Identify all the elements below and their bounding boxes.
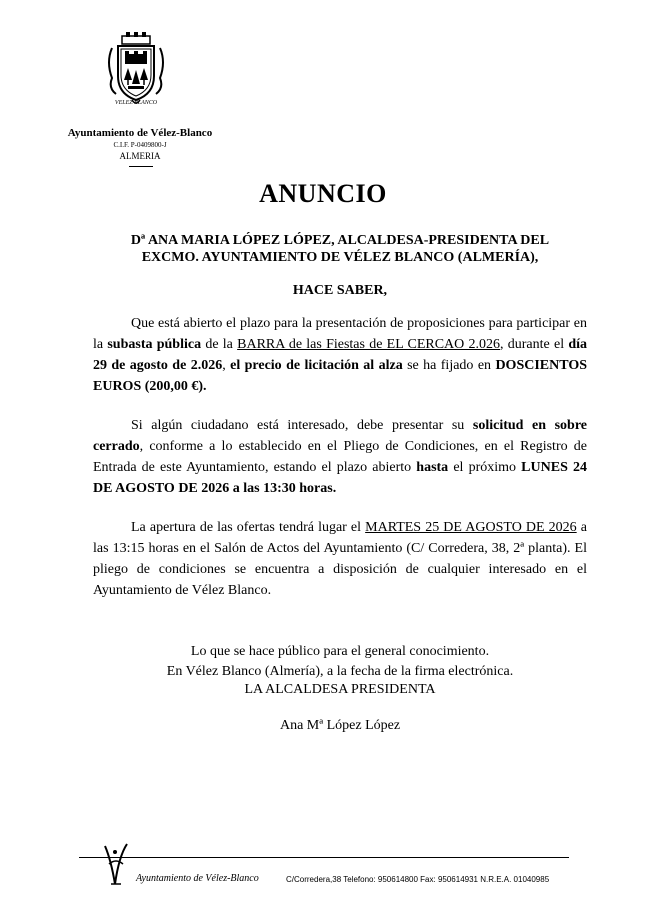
barra-title: BARRA de las Fiestas de EL CERCAO 2.026 bbox=[237, 337, 501, 352]
signer-name: Ana Mª López López bbox=[279, 718, 401, 733]
crest-motto: VELEZ BLANCO bbox=[114, 100, 158, 106]
footer-contact-info: C/Corredera,38 Telefono: 950614800 Fax: 950614931 N.R.E.A. 01040985 bbox=[286, 875, 550, 884]
issuer-line-1: Dª ANA MARIA LÓPEZ LÓPEZ, ALCALDESA-PRESIDENTA DEL bbox=[130, 233, 550, 248]
paragraph-plazo: Que está abierto el plazo para la presentación de proposiciones para participar en la subasta pública de la BARRA de las Fiestas de EL CERCAO 2.026, durante el día 29 de agosto de 2.026, el precio de licitación al alza se ha fijado en DOSCIENTOS EUROS (200,00 €). bbox=[93, 316, 588, 394]
footer-divider bbox=[79, 857, 569, 858]
apertura-date: MARTES 25 DE AGOSTO DE 2026 bbox=[365, 520, 577, 535]
paragraph-apertura: La apertura de las ofertas tendrá lugar el MARTES 25 DE AGOSTO DE 2026 a las 13:15 horas en el Salón de Actos del Ayuntamiento (C/ Corredera, 38, 2ª planta). El pliego de condiciones se encuentra a disposición de cualquier interesado en el Ayuntamiento de Vélez Blanco. bbox=[93, 520, 587, 598]
hace-saber-heading: HACE SABER, bbox=[292, 283, 388, 298]
footer-logo-icon bbox=[101, 840, 131, 888]
issuer-line-2: EXCMO. AYUNTAMIENTO DE VÉLEZ BLANCO (ALMERÍA), bbox=[141, 250, 539, 265]
footer-organization-name: Ayuntamiento de Vélez-Blanco bbox=[136, 873, 259, 884]
closing-line-2: En Vélez Blanco (Almería), a la fecha de la firma electrónica. bbox=[166, 664, 514, 679]
page-title: ANUNCIO bbox=[259, 179, 387, 208]
closing-line-3: LA ALCALDESA PRESIDENTA bbox=[244, 682, 436, 697]
issuer-block bbox=[92, 232, 588, 266]
organization-cif: C.I.F. P-0409800-J bbox=[113, 141, 167, 149]
municipal-crest-icon bbox=[106, 32, 166, 110]
header-divider bbox=[129, 166, 153, 167]
closing-line-1: Lo que se hace público para el general conocimiento. bbox=[190, 644, 490, 659]
organization-province: ALMERIA bbox=[119, 151, 161, 161]
organization-name: Ayuntamiento de Vélez-Blanco bbox=[67, 127, 213, 139]
paragraph-solicitud: Si algún ciudadano está interesado, debe presentar su solicitud en sobre cerrado, conforme a lo establecido en el Pliego de Condiciones, en el Registro de Entrada de este Ayuntamiento, estando el plazo abierto hasta el próximo LUNES 24 DE AGOSTO DE 2026 a las 13:30 horas. bbox=[93, 418, 588, 496]
